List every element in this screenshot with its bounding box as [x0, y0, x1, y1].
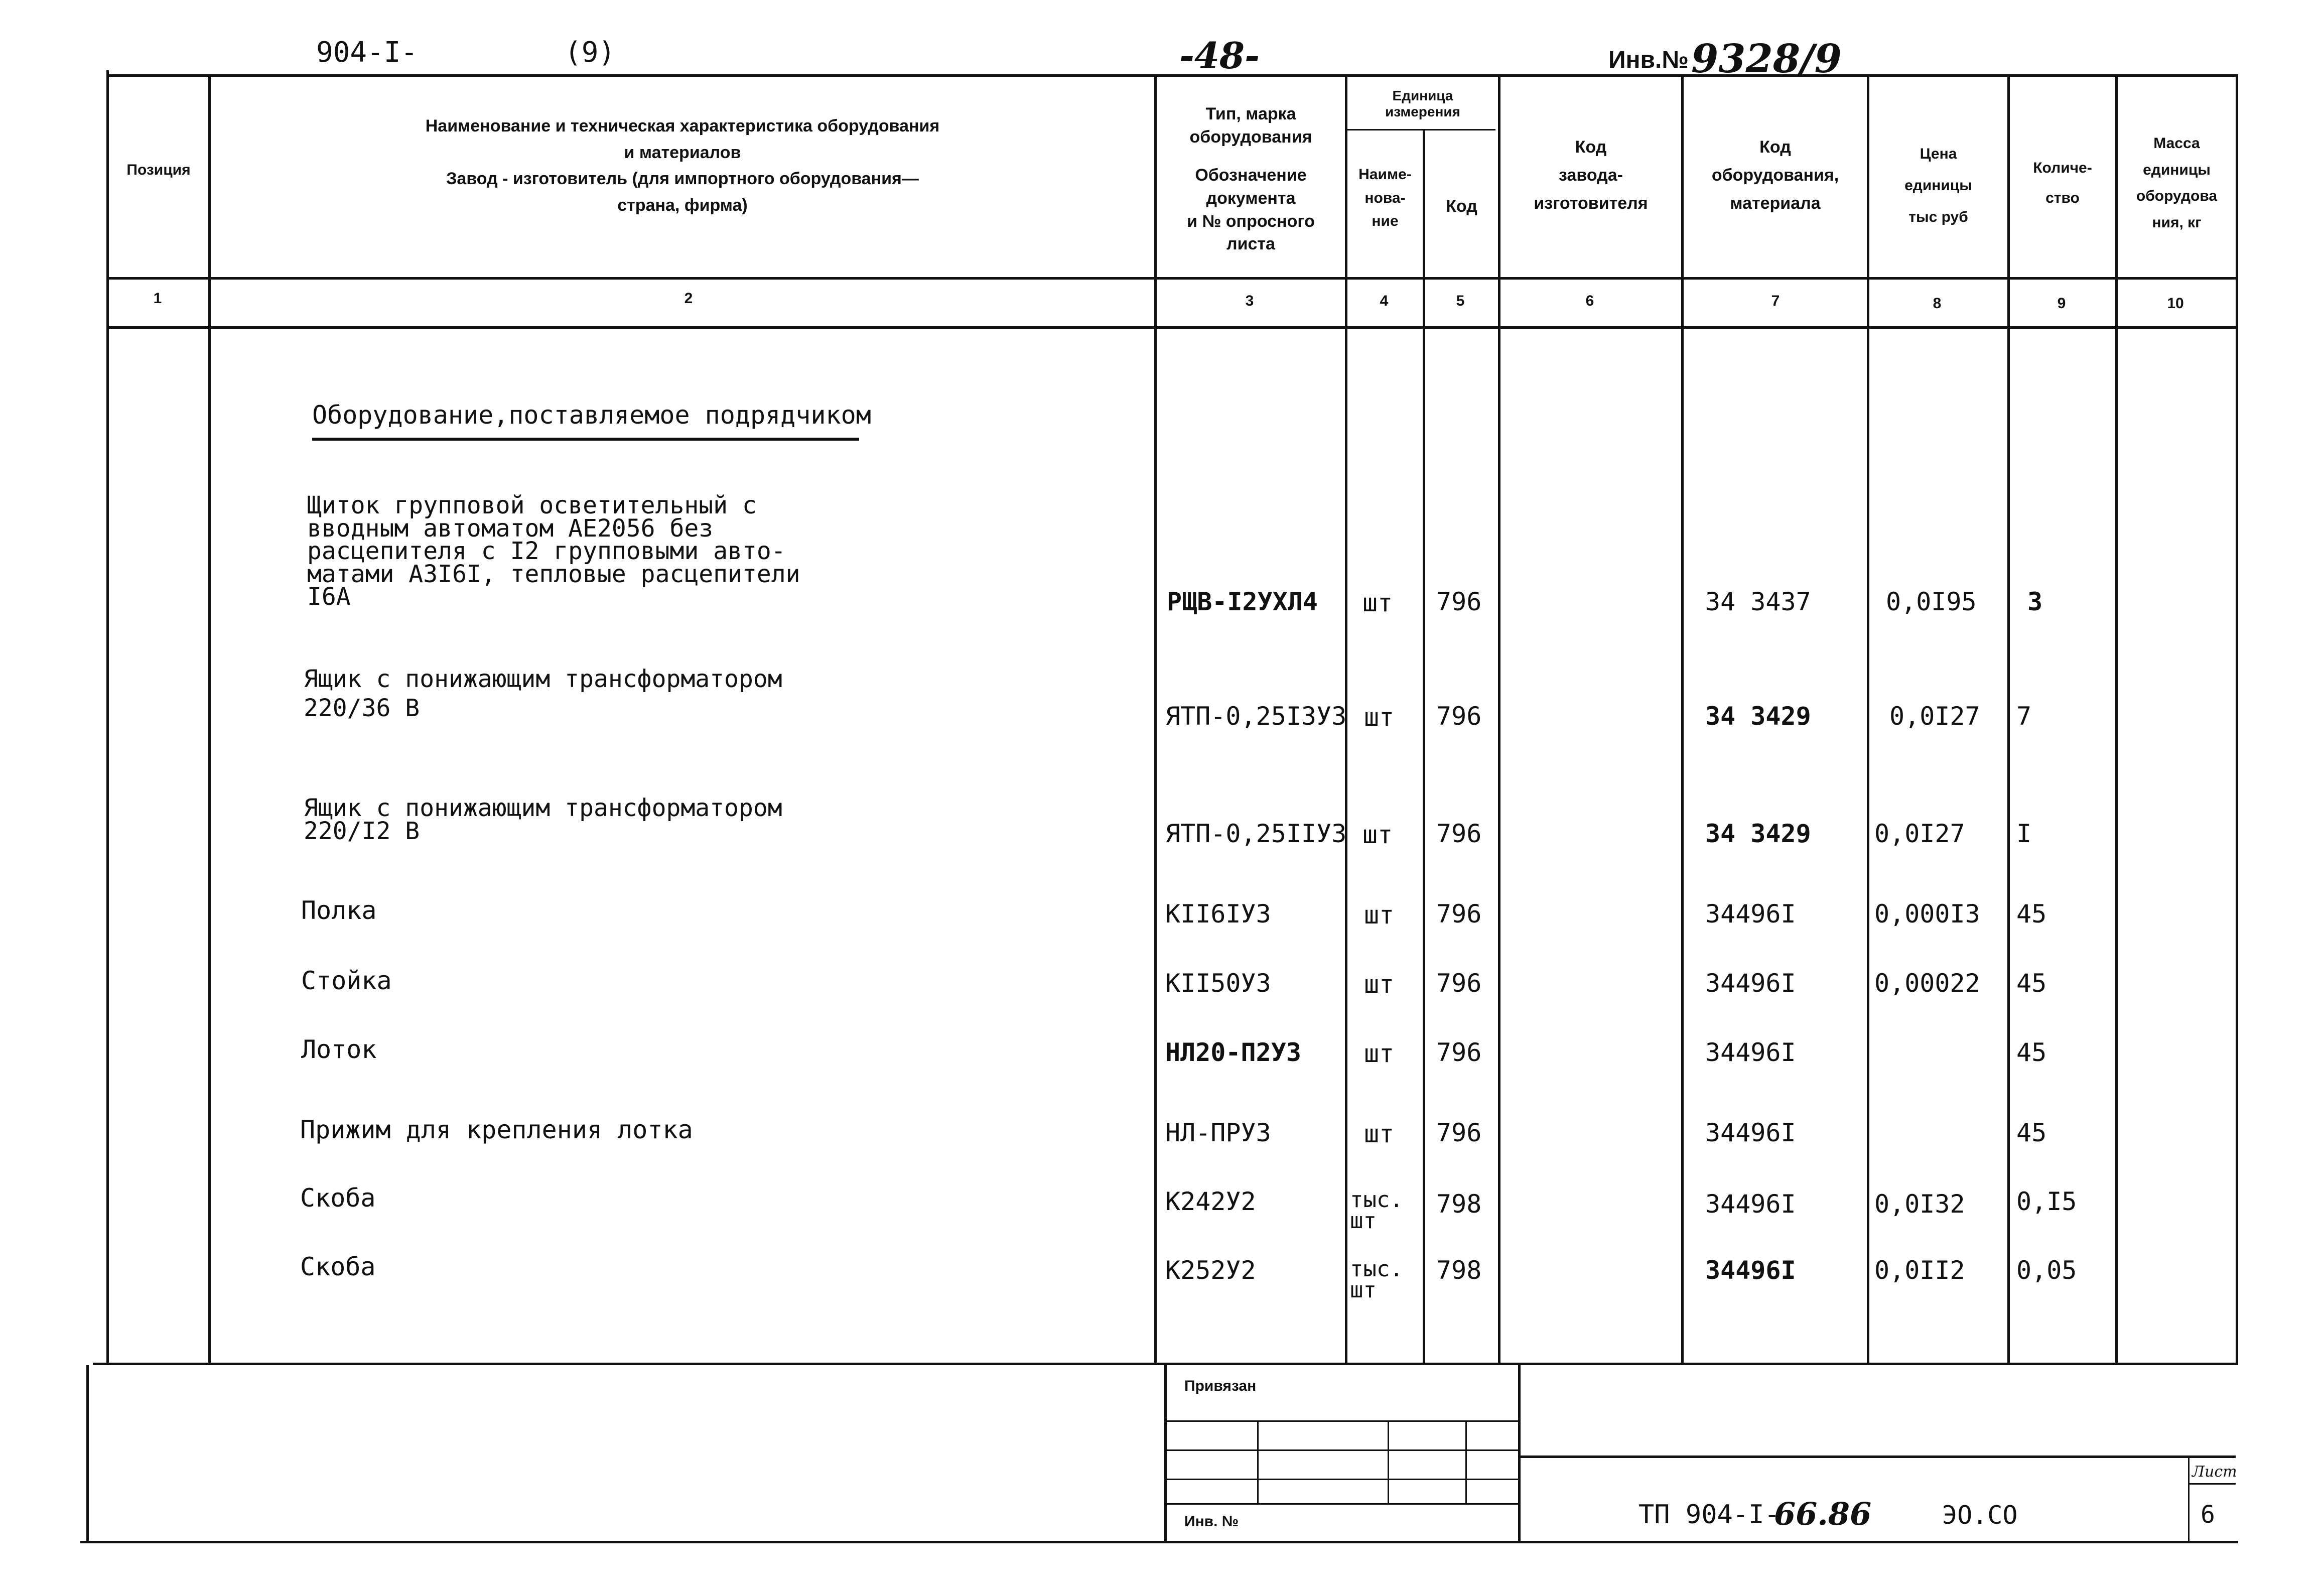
header-position: Позиция [126, 162, 191, 178]
row-1-unit: шт [1362, 588, 1393, 617]
row-2-type: ЯТП-0,25I3У3 [1165, 702, 1347, 731]
col-number-6: 6 [1585, 293, 1594, 309]
row-1-type: РЩВ-I2УХЛ4 [1167, 587, 1318, 616]
row-7-type: НЛ-ПРУ3 [1165, 1118, 1271, 1147]
header-unit-code: Код [1446, 197, 1477, 216]
col-number-5: 5 [1456, 293, 1465, 309]
sheet-box-left [2188, 1455, 2190, 1541]
row-3-name: Ящик с понижающим трансформатором 220/I2 В [304, 794, 782, 845]
col-number-7: 7 [1771, 293, 1780, 309]
header-doc-line1: Обозначение [1195, 165, 1307, 185]
col-divider-4 [1423, 129, 1425, 1363]
header-name-line1: Наименование и техническая характеристика оборудования [425, 116, 940, 136]
doc-code: ЭО.СО [1942, 1501, 2018, 1530]
row-9-unit: тыс. шт [1350, 1256, 1403, 1303]
col-number-2: 2 [684, 290, 693, 307]
row-6-type: НЛ20-П2У3 [1165, 1038, 1301, 1067]
header-name-line4: страна, фирма) [617, 196, 748, 215]
footer-bottom-border [80, 1541, 2238, 1543]
row-3-price: 0,0I27 [1874, 819, 1965, 848]
header-factory-code-line1: Код [1575, 138, 1607, 157]
sheet-label: Лист [2192, 1463, 2237, 1481]
row-2-qty: 7 [2016, 702, 2032, 731]
header-factory-code [1500, 133, 1681, 217]
row-6-qty: 45 [2016, 1038, 2047, 1067]
row-5-code: 34496I [1705, 969, 1796, 998]
col-number-4: 4 [1380, 293, 1389, 309]
header-equipment-code-line3: материала [1730, 194, 1821, 213]
col-number-3: 3 [1245, 293, 1254, 309]
row-5-qty: 45 [2016, 969, 2047, 998]
header-price-line1: Цена [1920, 146, 1957, 162]
stamp-divider-2 [1388, 1420, 1389, 1503]
table-top-border [108, 74, 2238, 77]
header-quantity-line1: Количе- [2033, 160, 2092, 176]
header-type-line2: оборудования [1189, 127, 1312, 147]
header-price [1869, 138, 2007, 233]
row-3-type: ЯТП-0,25IIУ3 [1165, 819, 1347, 848]
header-equipment-code [1684, 133, 1867, 217]
header-equipment-code-line2: оборудования, [1711, 166, 1839, 185]
table-left-border [106, 70, 109, 1365]
row-1-unit-code: 796 [1436, 587, 1482, 616]
row-3-code: 34 3429 [1705, 819, 1811, 848]
doc-suffix: 66.86 [1774, 1496, 1872, 1532]
row-9-type: К252У2 [1165, 1256, 1256, 1285]
stamp-divider-3 [1465, 1420, 1467, 1503]
col-number-10: 10 [2167, 295, 2184, 312]
row-4-type: КII6IУ3 [1165, 899, 1271, 929]
row-7-code: 34496I [1705, 1118, 1796, 1147]
row-9-name: Скоба [300, 1252, 376, 1281]
row-2-price: 0,0I27 [1889, 702, 1980, 731]
header-unit-name-line3: ние [1372, 213, 1399, 229]
header-doc-line4: листа [1226, 234, 1275, 254]
header-mass-line2: единицы [2143, 161, 2211, 178]
header-factory-code-line2: завода- [1559, 166, 1623, 185]
row-4-price: 0,000I3 [1874, 899, 1980, 929]
row-8-qty: 0,I5 [2016, 1187, 2077, 1216]
header-price-line3: тыс руб [1908, 209, 1968, 225]
inv-no-label: Инв. № [1184, 1513, 1239, 1530]
row-4-qty: 45 [2016, 899, 2047, 929]
doc-prefix: ТП 904-I- [1638, 1500, 1780, 1530]
row-5-type: КII50У3 [1165, 969, 1271, 998]
row-8-code: 34496I [1705, 1189, 1796, 1219]
col-divider-6 [1681, 74, 1684, 1363]
row-7-unit-code: 796 [1436, 1118, 1482, 1147]
row-1-qty: 3 [2027, 587, 2043, 616]
sheet-box-divider [2188, 1483, 2236, 1485]
row-5-price: 0,00022 [1874, 969, 1980, 998]
row-1-price: 0,0I95 [1886, 587, 1977, 616]
row-5-unit-code: 796 [1436, 969, 1482, 998]
header-quantity-line2: ство [2045, 190, 2080, 206]
row-4-unit-code: 796 [1436, 899, 1482, 929]
row-2-unit: шт [1364, 703, 1395, 732]
row-4-code: 34496I [1705, 899, 1796, 929]
header-doc-line2: документа [1206, 188, 1296, 208]
header-bottom-border [108, 277, 2238, 280]
col-number-1: 1 [153, 290, 162, 307]
section-title-underline [312, 438, 859, 441]
col-divider-9 [2115, 74, 2118, 1363]
header-factory-code-line3: изготовителя [1534, 194, 1648, 213]
col-number-9: 9 [2057, 295, 2066, 312]
row-8-type: К242У2 [1165, 1187, 1256, 1216]
row-7-name: Прижим для крепления лотка [300, 1115, 693, 1144]
row-9-qty: 0,05 [2016, 1256, 2077, 1285]
row-6-unit: шт [1364, 1039, 1395, 1068]
unit-group-divider [1345, 129, 1495, 130]
row-7-qty: 45 [2016, 1118, 2047, 1147]
row-6-unit-code: 796 [1436, 1038, 1482, 1067]
stamp-divider-1 [1257, 1420, 1259, 1503]
linked-label: Привязан [1184, 1378, 1257, 1394]
row-7-unit: шт [1364, 1119, 1395, 1148]
row-2-code: 34 3429 [1705, 702, 1811, 731]
header-type-line1: Тип, марка [1205, 104, 1296, 123]
header-unit-group-line2: измерения [1385, 104, 1460, 120]
header-mass [2118, 130, 2236, 236]
header-name-line2: и материалов [624, 143, 741, 162]
header-unit-group [1347, 88, 1498, 120]
stamp-line-4 [1167, 1503, 1518, 1505]
row-6-name: Лоток [301, 1035, 377, 1064]
header-unit-name-line1: Наиме- [1358, 166, 1412, 183]
series-code: 904-I- [316, 36, 418, 69]
row-8-unit: тыс. шт [1350, 1187, 1403, 1234]
inventory-label: Инв.№ [1608, 47, 1689, 73]
header-equipment-code-line1: Код [1759, 138, 1791, 157]
header-mass-line1: Масса [2153, 135, 2200, 152]
row-2-name: Ящик с понижающим трансформатором 220/36 В [304, 665, 782, 722]
inventory-number: 9328/9 [1691, 36, 1842, 82]
col-divider-8 [2007, 74, 2010, 1363]
header-mass-line3: оборудова [2136, 188, 2218, 204]
header-doc-line3: и № опросного [1187, 211, 1315, 231]
col-divider-5 [1498, 74, 1500, 1363]
row-9-price: 0,0II2 [1874, 1256, 1965, 1285]
row-5-unit: шт [1364, 970, 1395, 999]
col-divider-1 [208, 74, 211, 1363]
row-8-name: Скоба [300, 1183, 376, 1213]
row-2-unit-code: 796 [1436, 702, 1482, 731]
section-title: Оборудование,поставляемое подрядчиком [312, 401, 871, 430]
row-4-unit: шт [1364, 900, 1395, 930]
row-3-unit-code: 796 [1436, 819, 1482, 848]
header-quantity [2010, 153, 2115, 213]
header-unit-group-line1: Единица [1392, 88, 1453, 103]
row-4-name: Полка [301, 896, 377, 925]
row-8-price: 0,0I32 [1874, 1189, 1965, 1219]
row-6-code: 34496I [1705, 1038, 1796, 1067]
row-1-code: 34 3437 [1705, 587, 1811, 616]
row-3-unit: шт [1362, 820, 1393, 849]
series-note: (9) [565, 36, 616, 69]
header-type-col [1157, 103, 1345, 256]
row-9-unit-code: 798 [1436, 1256, 1482, 1285]
col-divider-7 [1867, 74, 1869, 1363]
title-block-divider [1521, 1455, 2236, 1458]
numbers-row-border [108, 326, 2238, 329]
header-unit-name [1347, 163, 1423, 233]
col-divider-2 [1154, 74, 1157, 1363]
footer-left-border [86, 1365, 89, 1543]
col-number-8: 8 [1933, 295, 1942, 312]
header-name-col [211, 113, 1154, 219]
row-9-code: 34496I [1705, 1256, 1796, 1285]
header-name-line3: Завод - изготовитель (для импортного оборудования— [446, 169, 919, 189]
row-8-unit-code: 798 [1436, 1189, 1482, 1219]
sheet-number: 6 [2201, 1501, 2215, 1529]
row-1-name: Щиток групповой осветительный с вводным автоматом АЕ2056 без расцепителя с I2 групповыми авто- матами АЗI6I, тепловые расцепители I6А [307, 491, 800, 611]
footer-stamp-left [1164, 1363, 1167, 1541]
row-3-qty: I [2016, 819, 2032, 848]
page-number: -48- [1179, 34, 1260, 77]
footer-stamp-right [1518, 1363, 1521, 1541]
header-price-line2: единицы [1904, 177, 1972, 194]
header-mass-line4: ния, кг [2152, 214, 2202, 231]
header-unit-name-line2: нова- [1364, 189, 1406, 206]
row-5-name: Стойка [301, 966, 392, 995]
table-right-border [2236, 74, 2238, 1363]
